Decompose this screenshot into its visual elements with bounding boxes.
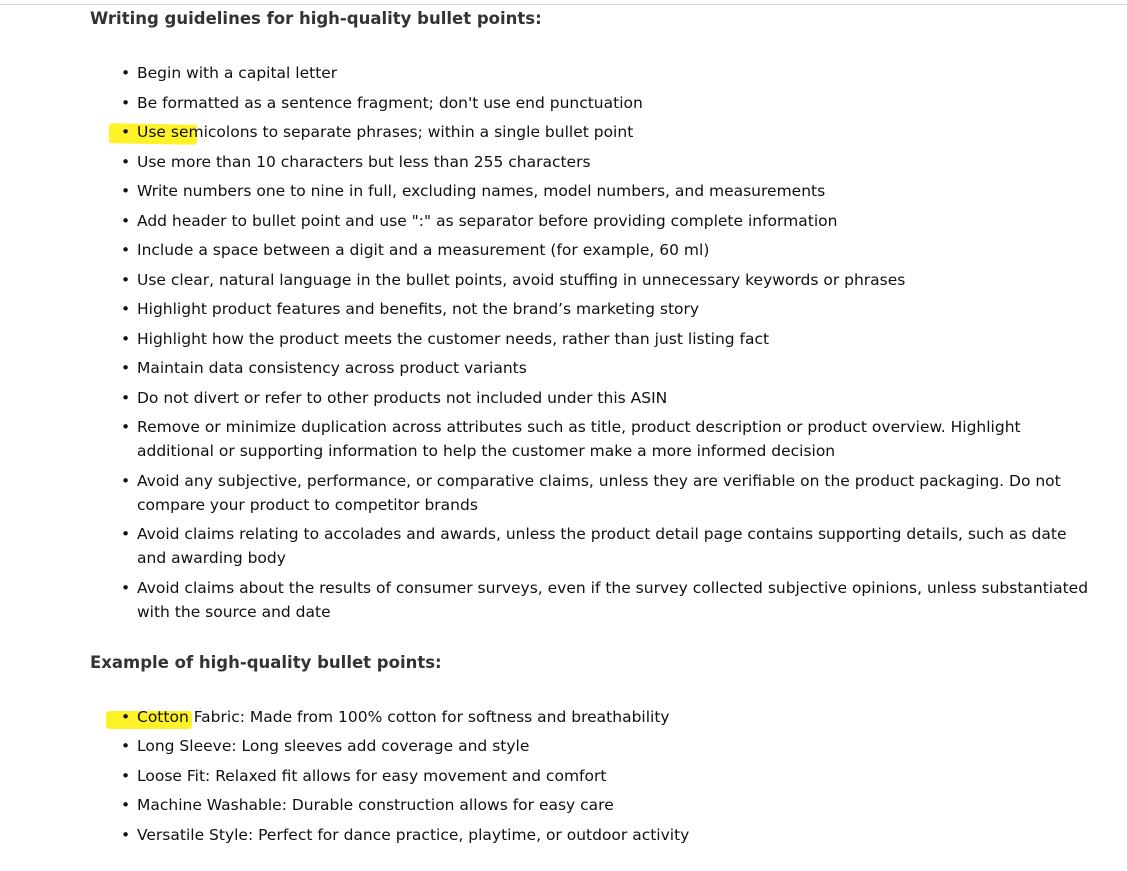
- example-heading: Example of high-quality bullet points:: [90, 652, 442, 672]
- list-item-text: Highlight how the product meets the customer needs, rather than just listing fact: [137, 329, 770, 348]
- list-item-text: Begin with a capital letter: [137, 64, 338, 82]
- list-item: [90, 386, 1090, 410]
- bullet-icon: •: [121, 796, 131, 814]
- bullet-icon: •: [121, 123, 131, 141]
- guidelines-list: [90, 61, 1090, 624]
- list-item-text: Use semicolons to separate phrases; within a single bullet point: [137, 123, 634, 141]
- list-item-text: Add header to bullet point and use ":" as separator before providing complete information: [137, 211, 838, 230]
- list-item-text: Avoid claims about the results of consumer surveys, even if the survey collected subjective opinions, unless substantiated with the source and date: [137, 578, 1089, 621]
- list-item: [90, 576, 1090, 624]
- bullet-icon: •: [121, 418, 131, 436]
- bullet-icon: •: [121, 241, 131, 259]
- list-item: [90, 327, 1090, 351]
- list-item: [90, 415, 1090, 463]
- bullet-icon: •: [121, 825, 131, 844]
- bullet-icon: •: [121, 359, 131, 377]
- bullet-icon: •: [121, 152, 131, 171]
- bullet-icon: •: [121, 64, 131, 82]
- list-item-text: Highlight product features and benefits, not the brand’s marketing story: [137, 300, 700, 318]
- list-item-text: Avoid claims relating to accolades and awards, unless the product detail page contains supporting details, such as date and awarding body: [137, 525, 1067, 567]
- bullet-icon: •: [121, 737, 131, 755]
- bullet-icon: •: [121, 707, 131, 726]
- example-list: [90, 705, 1090, 847]
- bullet-icon: •: [121, 182, 131, 200]
- top-divider: [0, 4, 1127, 5]
- list-item-text: Be formatted as a sentence fragment; don't use end punctuation: [137, 93, 643, 112]
- list-item: [90, 705, 1090, 729]
- list-item: [90, 469, 1090, 517]
- bullet-icon: •: [121, 578, 131, 597]
- bullet-icon: •: [121, 211, 131, 230]
- list-item: [90, 764, 1090, 788]
- list-item: [90, 356, 1090, 380]
- list-item-text: Cotton Fabric: Made from 100% cotton for softness and breathability: [137, 707, 670, 726]
- list-item-text: Maintain data consistency across product variants: [137, 359, 527, 377]
- list-item: [90, 793, 1090, 817]
- list-item: [90, 522, 1090, 570]
- list-item-text: Include a space between a digit and a measurement (for example, 60 ml): [137, 241, 710, 259]
- list-item: [90, 179, 1090, 203]
- list-item-text: Write numbers one to nine in full, excluding names, model numbers, and measurements: [137, 182, 826, 200]
- list-item-text: Do not divert or refer to other products not included under this ASIN: [137, 388, 668, 407]
- bullet-icon: •: [121, 93, 131, 112]
- list-item-text: Use more than 10 characters but less than 255 characters: [137, 152, 591, 171]
- bullet-icon: •: [121, 525, 131, 543]
- list-item: [90, 120, 1090, 144]
- list-item: [90, 268, 1090, 292]
- bullet-icon: •: [121, 471, 131, 490]
- list-item-text: Versatile Style: Perfect for dance practice, playtime, or outdoor activity: [137, 825, 690, 844]
- list-item: [90, 823, 1090, 847]
- list-item-text: Use clear, natural language in the bullet points, avoid stuffing in unnecessary keywords or phrases: [137, 270, 906, 289]
- list-item: [90, 297, 1090, 321]
- list-item: [90, 209, 1090, 233]
- bullet-icon: •: [121, 300, 131, 318]
- list-item-text: Loose Fit: Relaxed fit allows for easy movement and comfort: [137, 766, 607, 785]
- list-item: [90, 150, 1090, 174]
- list-item-text: Machine Washable: Durable construction allows for easy care: [137, 796, 614, 814]
- list-item: [90, 91, 1090, 115]
- list-item: [90, 238, 1090, 262]
- bullet-guidelines-content: [90, 8, 1090, 852]
- bullet-icon: •: [121, 388, 131, 407]
- guidelines-heading: Writing guidelines for high-quality bullet points:: [90, 9, 542, 28]
- bullet-icon: •: [121, 329, 131, 348]
- bullet-icon: •: [121, 766, 131, 785]
- list-item: [90, 61, 1090, 85]
- list-item-text: Avoid any subjective, performance, or comparative claims, unless they are verifiable on the product packaging. Do not compare your product to competitor brands: [137, 471, 1061, 514]
- list-item-text: Remove or minimize duplication across attributes such as title, product description or product overview. Highlight additional or supporting information to help the customer make a more informed decision: [137, 418, 1021, 460]
- bullet-icon: •: [121, 270, 131, 289]
- list-item: [90, 734, 1090, 758]
- list-item-text: Long Sleeve: Long sleeves add coverage and style: [137, 737, 530, 755]
